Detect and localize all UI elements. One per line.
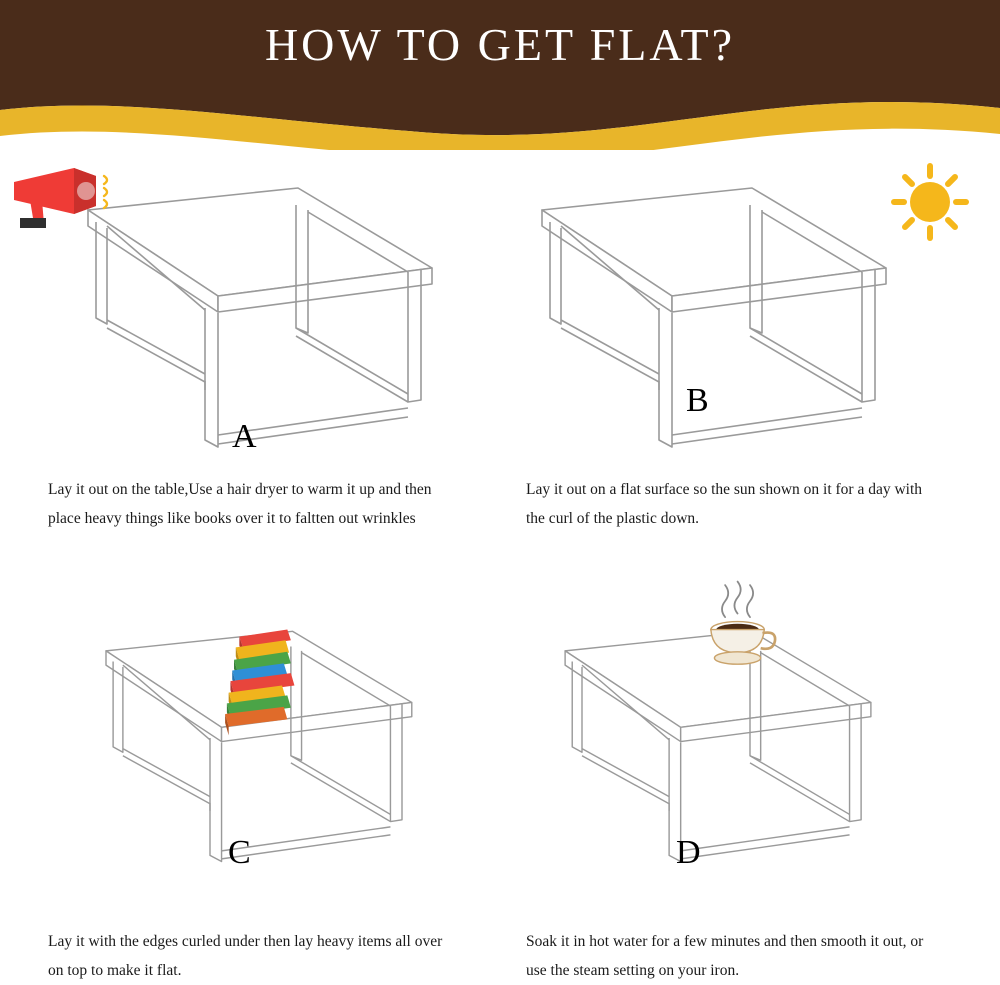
table-illustration-b (500, 150, 1000, 470)
instruction-panel-d (500, 562, 1000, 979)
caption-line: use the steam setting on your iron. (526, 961, 740, 979)
panel-letter-a: A (232, 418, 257, 455)
instruction-panel-b (500, 150, 1000, 562)
instruction-panel-c (0, 562, 500, 979)
caption-line: Lay it with the edges curled under then lay heavy items all over (48, 933, 443, 950)
instruction-panel-a (0, 150, 500, 562)
panel-letter-b: B (686, 382, 709, 419)
panel-caption-b (526, 476, 978, 533)
panel-letter-c: C (228, 834, 251, 871)
header-banner (0, 0, 1000, 150)
panel-caption-c (48, 928, 480, 985)
caption-line: the curl of the plastic down. (526, 509, 700, 527)
panel-letter-d: D (676, 834, 701, 871)
caption-line: Soak it in hot water for a few minutes and then smooth it out, or (526, 933, 924, 950)
caption-line: on top to make it flat. (48, 961, 182, 979)
instruction-grid (0, 150, 1000, 979)
caption-line: place heavy things like books over it to faltten out wrinkles (48, 509, 416, 527)
sun-icon (894, 166, 966, 238)
page-title: HOW TO GET FLAT? (264, 19, 736, 70)
table-illustration-d (500, 562, 1000, 882)
panel-caption-a (48, 476, 480, 533)
caption-line: Lay it out on the table,Use a hair dryer to warm it up and then (48, 481, 432, 498)
caption-line: Lay it out on a flat surface so the sun shown on it for a day with (526, 481, 923, 498)
panel-caption-d (526, 928, 978, 985)
